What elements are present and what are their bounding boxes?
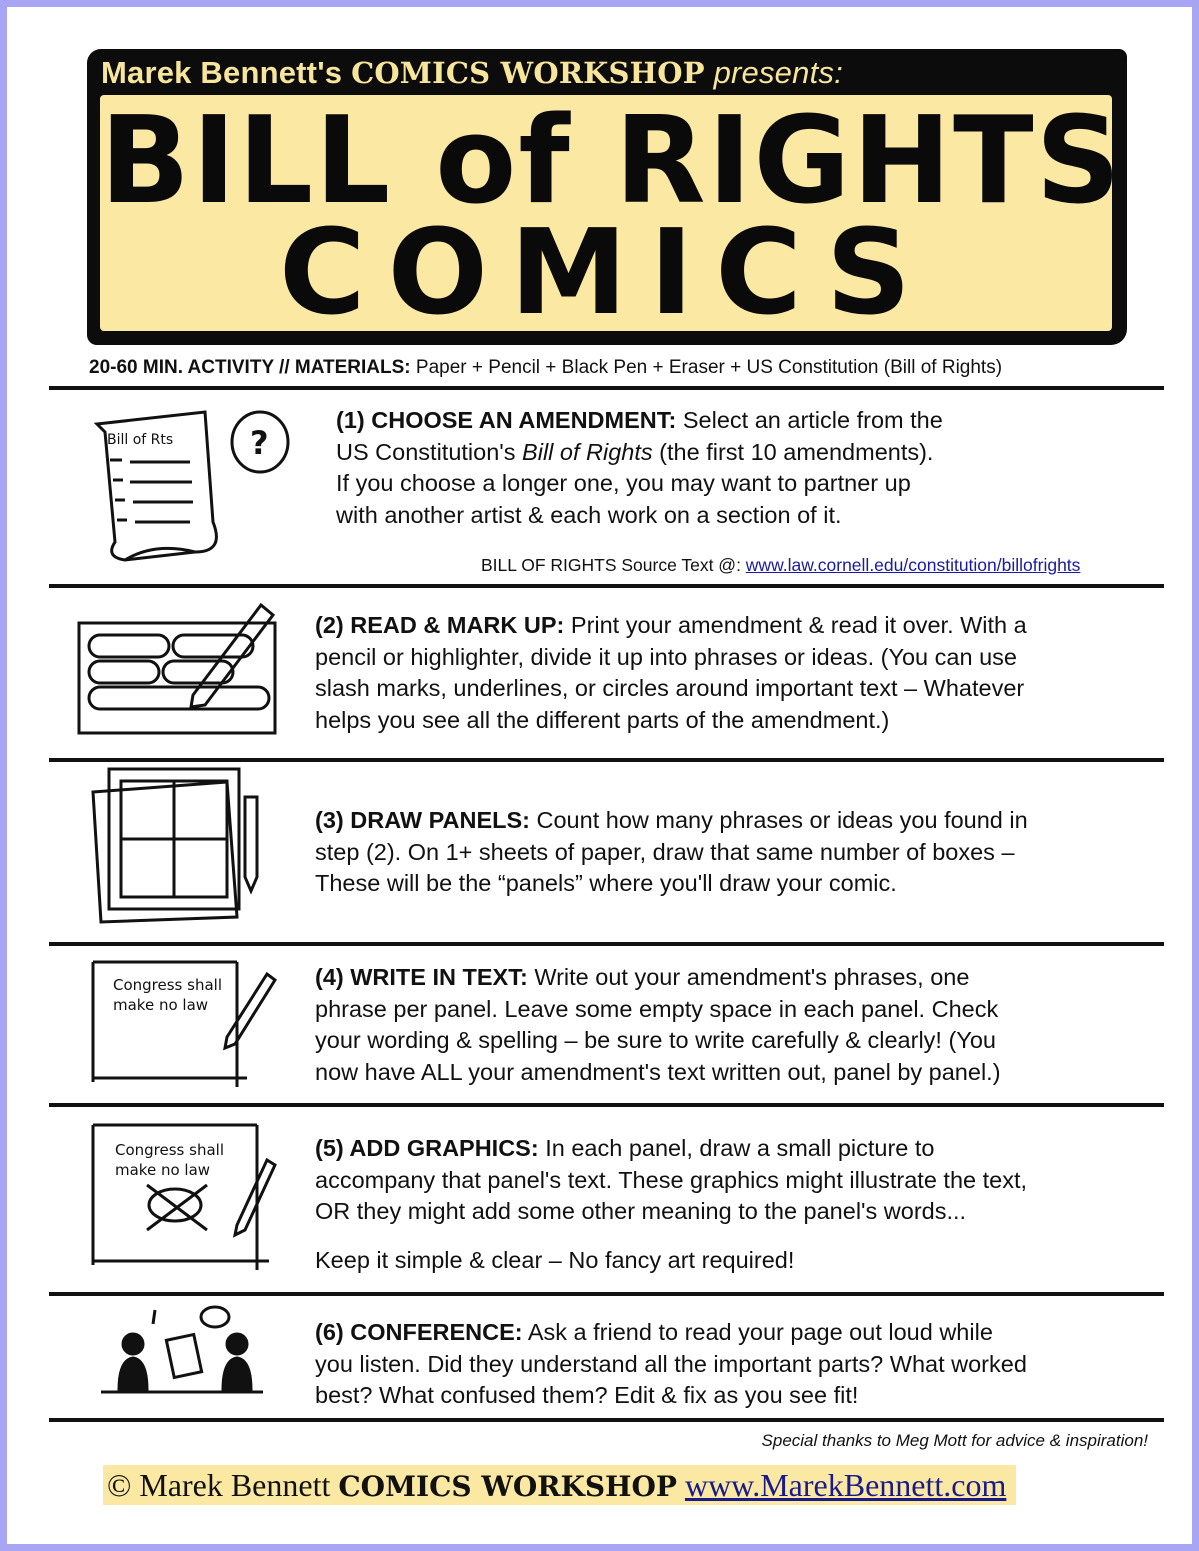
divider [49,942,1164,946]
step-1-text [336,405,943,531]
step-5-heading: (5) ADD GRAPHICS: [315,1135,539,1161]
panel-handwriting: Congress shall [115,1141,224,1159]
presents-text: presents: [713,55,843,90]
step-3-line: These will be the “panels” where you'll draw your comic. [315,870,897,896]
divider [49,1103,1164,1107]
step-6-heading: (6) CONFERENCE: [315,1319,523,1345]
step-5-text [315,1133,1027,1276]
panel-text-pen-icon [87,952,287,1092]
step-4-heading: (4) WRITE IN TEXT: [315,964,528,990]
step-4-line: phrase per panel. Leave some empty space in each panel. Check [315,995,999,1022]
marked-paper-pencil-icon [73,595,283,745]
thanks-note: Special thanks to Meg Mott for advice & inspiration! [761,1431,1148,1450]
page [7,7,1192,1544]
step-2-text [315,610,1027,736]
step-1-line: (the first 10 amendments). [652,438,934,465]
panel-handwriting: make no law [113,996,209,1014]
divider [49,758,1164,762]
materials-label: 20-60 MIN. ACTIVITY // MATERIALS: [89,357,411,378]
divider [49,1418,1164,1422]
step-4-line: Write out your amendment's phrases, one [527,964,970,990]
source-label: BILL OF RIGHTS Source Text @: [481,555,746,575]
step-1-line: If you choose a longer one, you may want to partner up [336,470,911,496]
footer-copyright: © Marek Bennett [107,1467,339,1503]
scroll-text: Bill of Rts [107,432,174,448]
step-2-line: slash marks, underlines, or circles around important text – Whatever [315,675,1025,701]
divider [49,584,1164,588]
step-4-line: now have ALL your amendment's text written out, panel by panel.) [315,1058,1001,1085]
presenter-line [101,55,843,91]
svg-text:?: ? [250,424,269,462]
source-link[interactable]: www.law.cornell.edu/constitution/billofrights [745,555,1081,575]
title-banner [87,49,1127,345]
panel-handwriting: make no law [115,1161,211,1179]
step-1-line: Select an article from the [676,407,943,433]
two-people-conference-icon [95,1302,270,1402]
title-line-1: BILL of RIGHTS [100,89,1123,231]
divider [49,1292,1164,1296]
step-2-heading: (2) READ & MARK UP: [315,612,565,638]
title-box [100,89,1123,341]
panel-sheets-pen-icon [87,767,277,932]
step-2-line: helps you see all the different parts of the amendment.) [315,706,890,733]
step-3-line: Count how many phrases or ideas you found in [529,807,1028,833]
presenter-name: Marek Bennett's [101,55,343,90]
panel-graphic-pen-icon [87,1115,287,1280]
footer-workshop: COMICS WORKSHOP [338,1470,677,1503]
step-6-line: Ask a friend to read your page out loud while [522,1319,993,1345]
materials-line [89,357,1002,379]
step-2-line: Print your amendment & read it over. With a [564,612,1027,638]
step-2-line: pencil or highlighter, divide it up into phrases or ideas. (You can use [315,643,1017,670]
footer-credit [103,1465,1016,1505]
step-1-line: Bill of Rights [522,438,653,465]
step-3-line: step (2). On 1+ sheets of paper, draw that same number of boxes – [315,838,1015,865]
step-6-line: you listen. Did they understand all the important parts? What worked [315,1350,1027,1377]
step-1-heading: (1) CHOOSE AN AMENDMENT: [336,407,677,433]
workshop-name: COMICS WORKSHOP [351,56,705,90]
step-4-line: your wording & spelling – be sure to write carefully & clearly! (You [315,1027,996,1053]
step-3-text [315,805,1028,900]
step-1-line: with another artist & each work on a section of it. [336,501,842,528]
step-5-line: OR they might add some other meaning to the panel's words... [315,1198,967,1224]
step-1-line: US Constitution's [336,438,523,465]
step-3-heading: (3) DRAW PANELS: [315,807,530,833]
scroll-thought-icon [85,402,295,567]
panel-handwriting: Congress shall [113,976,222,994]
footer-website-link[interactable]: www.MarekBennett.com [684,1467,1007,1503]
step-5-line: accompany that panel's text. These graphics might illustrate the text, [315,1166,1028,1193]
materials-items: Paper + Pencil + Black Pen + Eraser + US Constitution (Bill of Rights) [415,357,1003,378]
step-5-line: Keep it simple & clear – No fancy art required! [315,1246,795,1273]
source-text [481,555,1080,576]
step-6-line: best? What confused them? Edit & fix as you see fit! [315,1382,859,1408]
step-4-text [315,962,1001,1088]
step-5-line: In each panel, draw a small picture to [538,1135,935,1161]
divider [49,386,1164,390]
title-line-2: COMICS [278,203,933,341]
step-6-text [315,1317,1027,1412]
